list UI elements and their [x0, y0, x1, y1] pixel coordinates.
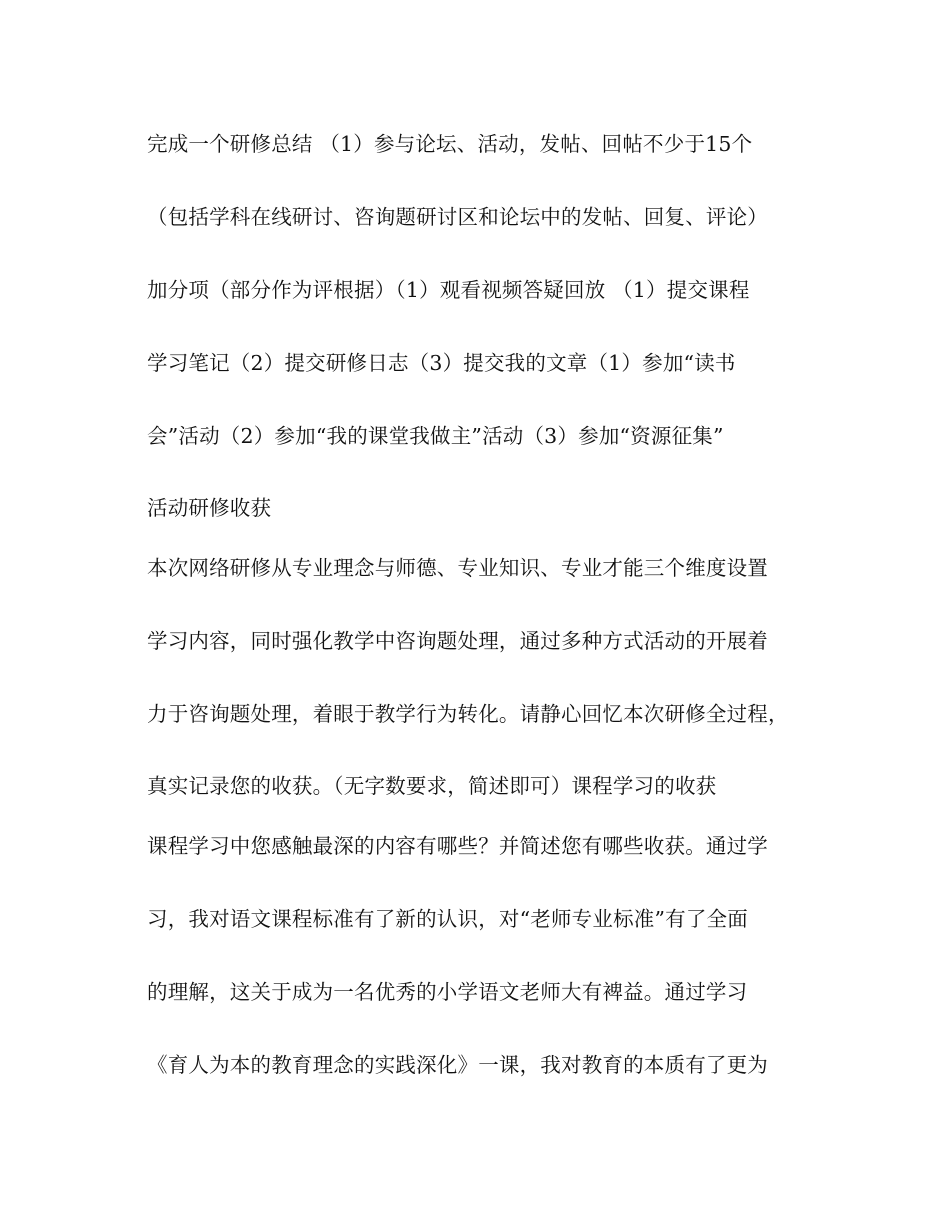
text-line-14: 《育人为本的教育理念的实践深化》一课，我对教育的本质有了更为 [147, 1053, 768, 1077]
text-line-8: 学习内容，同时强化教学中咨询题处理，通过多种方式活动的开展着 [147, 629, 768, 653]
text-line-6: 活动研修收获 [147, 496, 272, 520]
text-line-5: 会”活动（2）参加“我的课堂我做主”活动（3）参加“资源征集” [147, 424, 724, 448]
text-line-7: 本次网络研修从专业理念与师德、专业知识、专业才能三个维度设置 [147, 556, 768, 580]
text-line-10: 真实记录您的收获。（无字数要求，简述即可）课程学习的收获 [147, 774, 717, 798]
text-line-1: 完成一个研修总结 （1）参与论坛、活动，发帖、回帖不少于15个 [147, 132, 753, 156]
text-line-11: 课程学习中您感触最深的内容有哪些？并简述您有哪些收获。通过学 [147, 834, 768, 858]
text-line-12: 习，我对语文课程标准有了新的认识，对“老师专业标准”有了全面 [147, 907, 748, 931]
text-line-9: 力于咨询题处理，着眼于教学行为转化。请静心回忆本次研修全过程， [147, 702, 789, 726]
text-line-2: （包括学科在线研讨、咨询题研讨区和论坛中的发帖、回复、评论） [147, 205, 768, 229]
text-line-4: 学习笔记（2）提交研修日志（3）提交我的文章（1）参加“读书 [147, 351, 736, 375]
text-line-3: 加分项（部分作为评根据）（1）观看视频答疑回放 （1）提交课程 [147, 278, 750, 302]
text-line-13: 的理解，这关于成为一名优秀的小学语文老师大有裨益。通过学习 [147, 980, 748, 1004]
